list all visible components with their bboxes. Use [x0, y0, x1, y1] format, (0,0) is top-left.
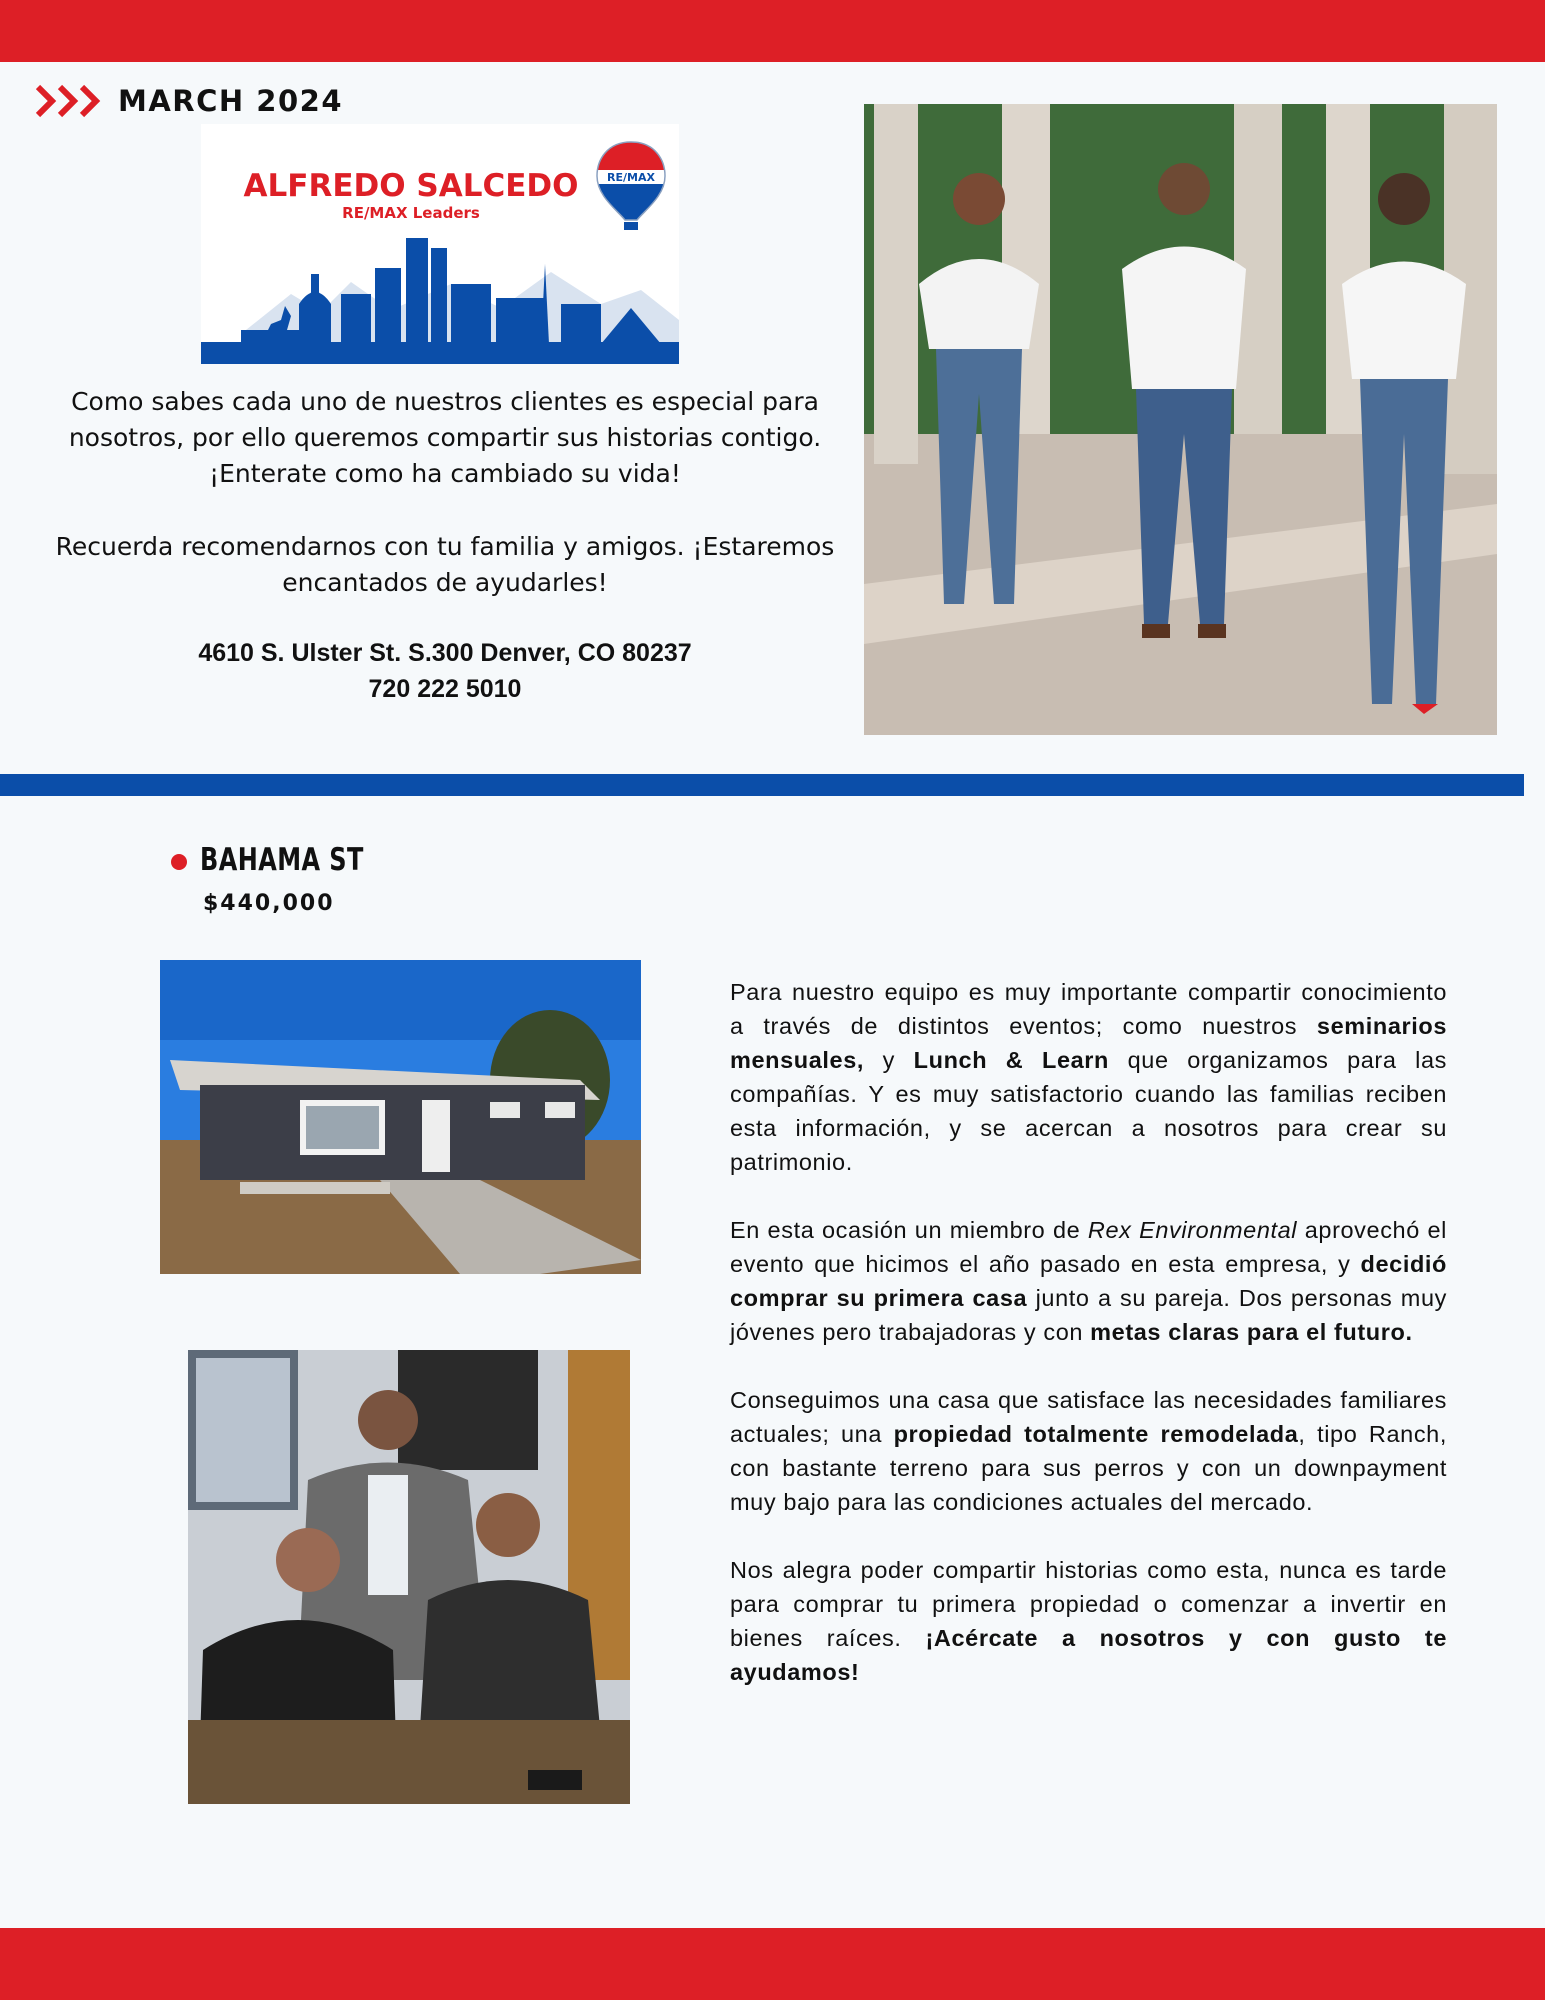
red-dot-bullet-icon [171, 854, 187, 870]
remax-balloon-icon [593, 140, 669, 232]
logo-agent-name: ALFREDO SALCEDO [243, 168, 579, 204]
office-phone: 720 222 5010 [368, 675, 522, 703]
top-red-band [0, 0, 1545, 62]
team-photo [864, 104, 1497, 735]
logo-brokerage: RE/MAX Leaders [342, 204, 480, 222]
blue-divider [0, 774, 1524, 796]
referral-paragraph: Recuerda recomendarnos con tu familia y amigos. ¡Estaremos encantados de ayudarles! [55, 532, 835, 597]
intro-paragraph: Como sabes cada uno de nuestros clientes es especial para nosotros, por ello queremos compartir sus historias contigo. ¡Enterate como ha cambiado su vida! [68, 387, 822, 488]
svg-text:RE/MAX: RE/MAX [607, 171, 655, 184]
agent-logo [201, 124, 679, 364]
triple-chevron-right-icon [36, 84, 102, 118]
property-title: BAHAMA ST [200, 842, 364, 878]
story-paragraph: Conseguimos una casa que satisface las necesidades familiares actuales; una propiedad totalmente remodelada, tipo Ranch, con bastante terreno para sus perros y con un downpayment muy bajo para las condiciones actuales del mercado. [730, 1387, 1447, 1515]
newsletter-month: MARCH 2024 [118, 84, 343, 118]
bottom-red-band [0, 1928, 1545, 2000]
story-paragraph: En esta ocasión un miembro de Rex Environmental aprovechó el evento que hicimos el año pasado en esta empresa, y decidió comprar su primera casa junto a su pareja. Dos personas muy jóvenes pero trabajadoras y con metas claras para el futuro. [730, 1217, 1447, 1345]
house-photo [160, 960, 641, 1274]
story-paragraph: Nos alegra poder compartir historias como esta, nunca es tarde para comprar tu primera propiedad o comenzar a invertir en bienes raíces. ¡Acércate a nosotros y con gusto te ayudamos! [730, 1557, 1447, 1685]
success-story [730, 975, 1447, 1723]
denver-skyline-illustration [201, 224, 679, 364]
office-address: 4610 S. Ulster St. S.300 Denver, CO 80237 [198, 639, 692, 667]
story-paragraph: Para nuestro equipo es muy importante compartir conocimiento a través de distintos eventos; como nuestros seminarios mensuales, y Lunch & Learn que organizamos para las compañías. Y es muy satisfactorio cuando las familias reciben esta información, y se acercan a nosotros para crear su patrimonio. [730, 979, 1447, 1175]
property-price: $440,000 [203, 891, 335, 916]
buyers-photo [188, 1350, 630, 1804]
